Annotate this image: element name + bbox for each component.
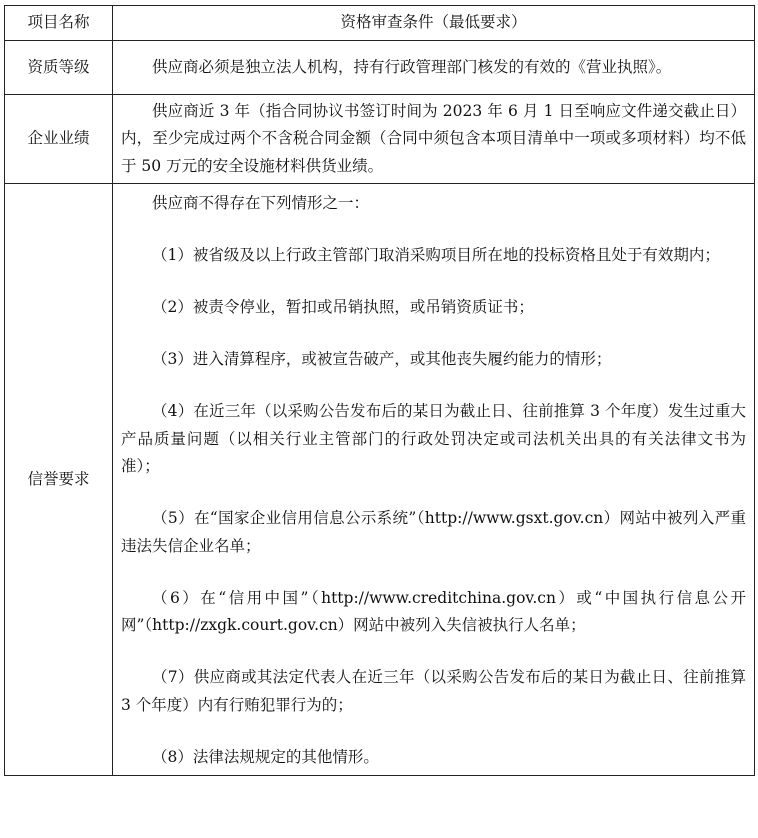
qualification-table — [4, 5, 755, 776]
paragraph: 供应商必须是独立法人机构，持有行政管理部门核发的有效的《营业执照》。 — [152, 57, 672, 76]
paragraph: （4）在近三年（以采购公告发布后的某日为截止日、往前推算 3 个年度）发生过重大产品质量问题（以相关行业主管部门的行政处罚决定或司法机关出具的有关法律文书为准）； — [121, 402, 746, 475]
paragraph: 供应商近 3 年（指合同协议书签订时间为 2023 年 6 月 1 日至响应文件递交截止日）内，至少完成过两个不含税合同金额（合同中须包含本项目清单中一项或多项材料）均不低于 50 万元的安全设施材料供货业绩。 — [121, 101, 746, 175]
paragraph: 供应商不得存在下列情形之一： — [152, 194, 370, 212]
row-label: 企业业绩 — [5, 95, 113, 184]
paragraph: （8）法律法规规定的其他情形。 — [152, 747, 379, 766]
paragraph: （5）在“国家企业信用信息公示系统”（http://www.gsxt.gov.cn）网站中被列入严重违法失信企业名单； — [121, 509, 746, 555]
paragraph: （7）供应商或其法定代表人在近三年（以采购公告发布后的某日为截止日、往前推算 3 个年度）内有行贿犯罪行为的； — [121, 668, 746, 714]
table-row-qualification-level — [5, 41, 755, 95]
table-row-credit — [5, 184, 755, 776]
paragraph: （1）被省级及以上行政主管部门取消采购项目所在地的投标资格且处于有效期内； — [152, 246, 720, 264]
row-content — [113, 184, 755, 776]
header-conditions: 资格审查条件（最低要求） — [113, 6, 755, 41]
paragraph: （2）被责令停业，暂扣或吊销执照，或吊销资质证书； — [152, 298, 534, 316]
row-content — [113, 41, 755, 95]
row-label: 信誉要求 — [5, 184, 113, 776]
table-row-performance — [5, 95, 755, 184]
row-content — [113, 95, 755, 184]
row-label: 资质等级 — [5, 41, 113, 95]
header-item-name: 项目名称 — [5, 6, 113, 41]
table-header-row — [5, 6, 755, 41]
paragraph: （3）进入清算程序，或被宣告破产，或其他丧失履约能力的情形； — [152, 350, 612, 368]
paragraph: （6）在“信用中国”（http://www.creditchina.gov.cn）或“中国执行信息公开网”（http://zxgk.court.gov.cn）网站中被列入失信被执行人名单； — [121, 588, 746, 634]
